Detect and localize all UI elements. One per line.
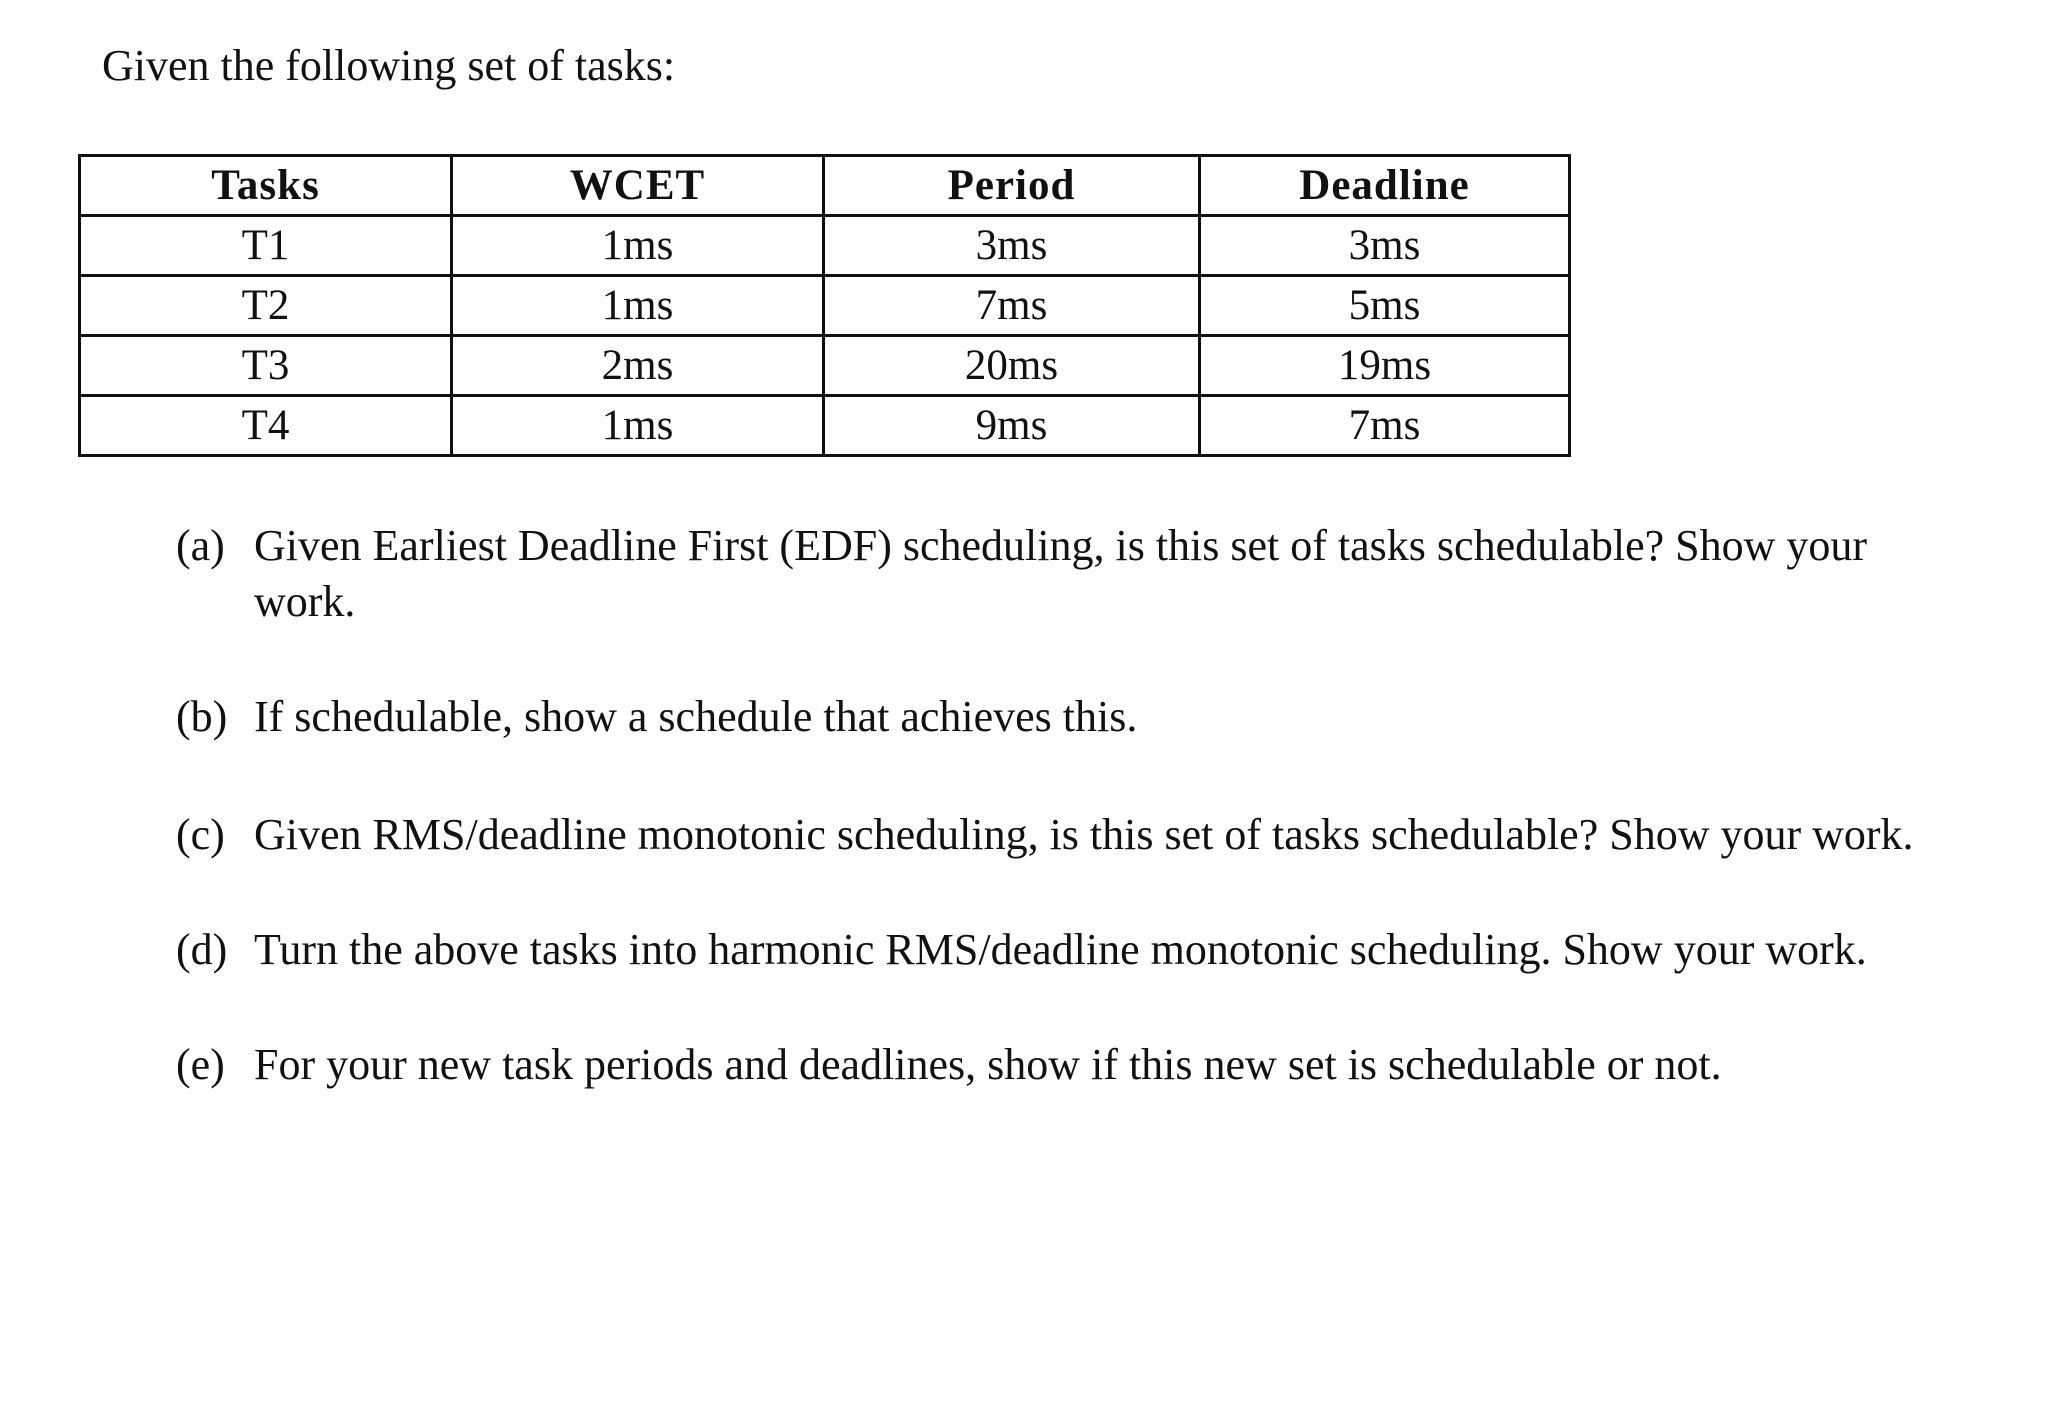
question-label: (a) [176, 521, 225, 570]
table-row [80, 336, 1570, 396]
cell-wcet: 1ms [452, 396, 824, 456]
question-e [176, 1037, 1936, 1093]
header-period: Period [824, 156, 1200, 216]
cell-wcet: 1ms [452, 216, 824, 276]
question-text: Turn the above tasks into harmonic RMS/deadline monotonic scheduling. Show your work. [254, 925, 1867, 974]
question-text: If schedulable, show a schedule that achieves this. [254, 692, 1138, 741]
cell-period: 7ms [824, 276, 1200, 336]
cell-wcet: 1ms [452, 276, 824, 336]
question-label: (b) [176, 692, 228, 741]
question-label: (e) [176, 1040, 225, 1089]
cell-deadline: 5ms [1200, 276, 1570, 336]
intro-text: Given the following set of tasks: [102, 41, 676, 90]
question-text: Given RMS/deadline monotonic scheduling, is this set of tasks schedulable? Show your work. [254, 810, 1914, 859]
cell-task: T1 [80, 216, 452, 276]
cell-period: 20ms [824, 336, 1200, 396]
cell-period: 9ms [824, 396, 1200, 456]
question-list [176, 518, 1936, 1093]
question-text: Given Earliest Deadline First (EDF) scheduling, is this set of tasks schedulable? Show your work. [254, 521, 1868, 626]
question-label: (d) [176, 925, 228, 974]
question-b [176, 689, 1936, 745]
task-table [78, 154, 1571, 457]
question-text: For your new task periods and deadlines, show if this new set is schedulable or not. [254, 1040, 1722, 1089]
cell-task: T3 [80, 336, 452, 396]
table-row [80, 216, 1570, 276]
header-deadline: Deadline [1200, 156, 1570, 216]
table-row [80, 396, 1570, 456]
question-c [176, 807, 1936, 863]
cell-period: 3ms [824, 216, 1200, 276]
cell-task: T4 [80, 396, 452, 456]
cell-wcet: 2ms [452, 336, 824, 396]
question-label: (c) [176, 810, 225, 859]
table-header-row [80, 156, 1570, 216]
header-wcet: WCET [452, 156, 824, 216]
table-row [80, 276, 1570, 336]
cell-deadline: 7ms [1200, 396, 1570, 456]
cell-task: T2 [80, 276, 452, 336]
cell-deadline: 19ms [1200, 336, 1570, 396]
cell-deadline: 3ms [1200, 216, 1570, 276]
header-tasks: Tasks [80, 156, 452, 216]
question-a [176, 518, 1936, 630]
question-d [176, 922, 1936, 978]
